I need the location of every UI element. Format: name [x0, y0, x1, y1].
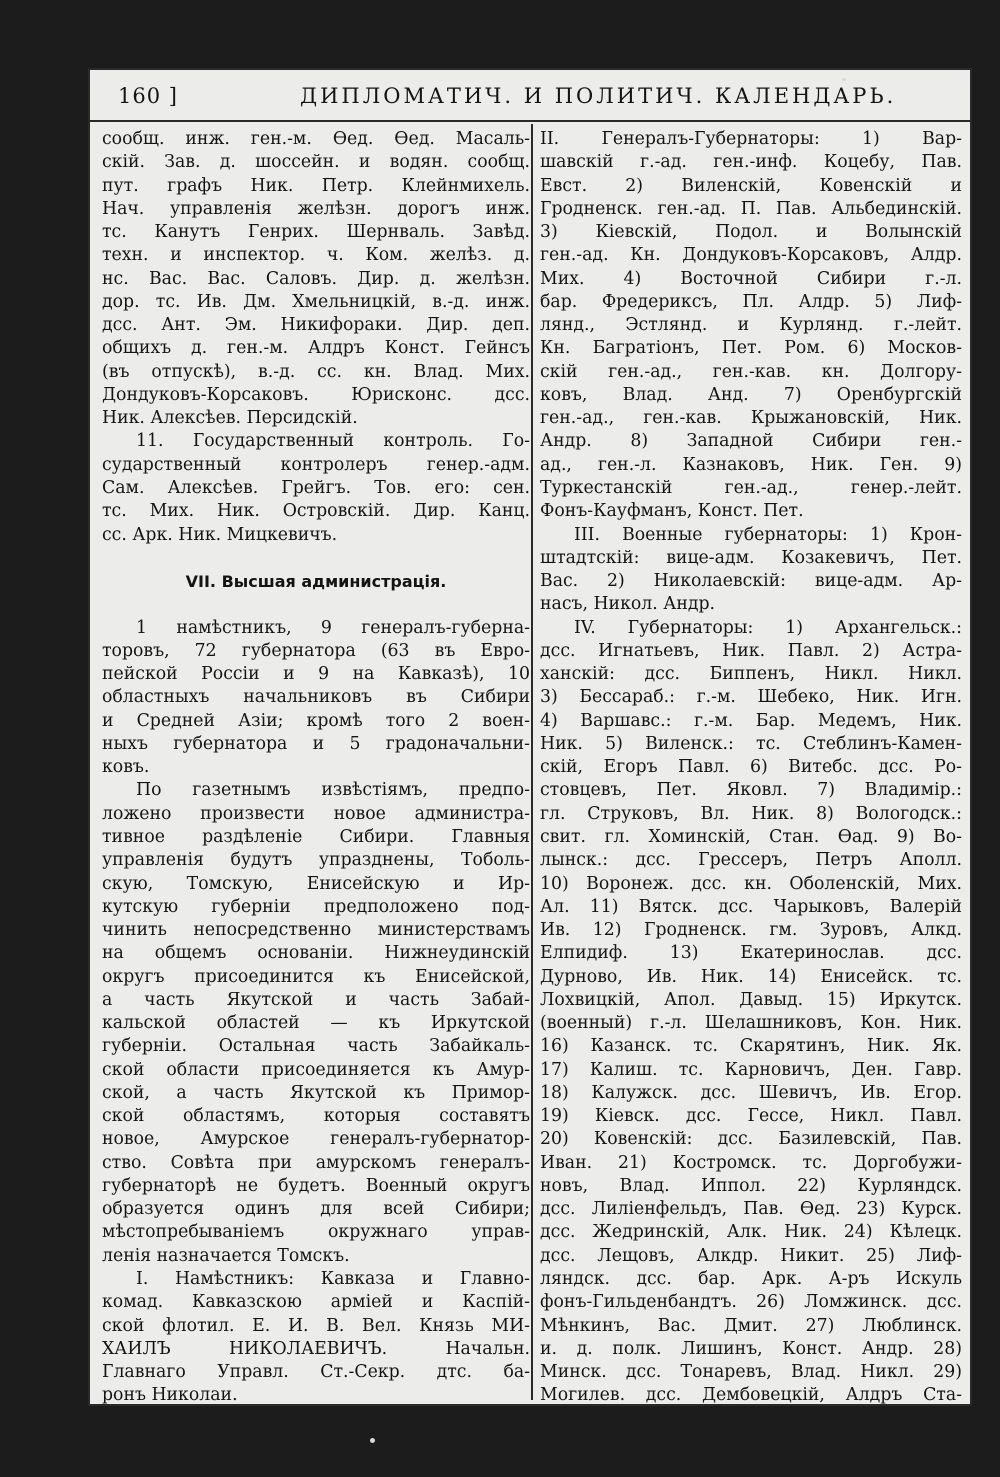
text-line: новъ, Влад. Иппол. 22) Курляндск.	[540, 1175, 962, 1196]
text-line: Елпидиф. 13) Екатеринослав. дсс.	[540, 943, 962, 964]
text-line: комад. Кавказскою арміей и Каспій-	[102, 1292, 530, 1313]
text-line: Евст. 2) Виленскій, Ковенскій и	[540, 175, 962, 196]
text-line: мѣстопребываніемъ окружнаго управ-	[102, 1222, 530, 1243]
text-line: областныхъ начальниковъ въ Сибири	[102, 687, 530, 708]
text-line: ляндск. дсс. бар. Арк. А-ръ Искуль	[540, 1269, 962, 1290]
text-line: Ник. 5) Виленск.: тс. Стеблинъ-Камен-	[540, 733, 962, 754]
text-line: округъ присоединится къ Енисейской,	[102, 966, 530, 987]
running-title: ДИПЛОМАТИЧ. И ПОЛИТИЧ. КАЛЕНДАРЬ.	[300, 84, 897, 108]
text-line: ген.-ад., ген.-кав. Крыжановскій, Ник.	[540, 408, 962, 429]
text-line: нс. Вас. Вас. Саловъ. Дир. д. желѣзн.	[102, 268, 530, 289]
text-line: техн. и инспектор. ч. Ком. желѣз. д.	[102, 245, 530, 266]
text-line: скую, Томскую, Енисейскую и Ир-	[102, 873, 530, 894]
text-line: Дондуковъ-Корсаковъ. Юрисконс. дсс.	[102, 384, 530, 405]
text-line: Мих. 4) Восточной Сибири г.-л.	[540, 268, 962, 289]
text-line: Вас. 2) Николаевскій: вице-адм. Ар-	[540, 571, 962, 592]
text-line: ской флотил. Е. И. В. Вел. Князь МИ-	[102, 1315, 530, 1336]
text-line: пейской Россіи и 9 на Кавказѣ), 10	[102, 664, 530, 685]
text-line: 10) Воронеж. дсс. кн. Оболенскій, Мих.	[540, 873, 962, 894]
section-heading: VII. Высшая администрація.	[185, 572, 447, 592]
text-line: ронъ Николаи.	[102, 1385, 238, 1406]
text-line: Сам. Алексѣев. Грейгъ. Тов. его: сен.	[102, 477, 530, 498]
column-divider	[531, 124, 533, 1400]
blank-line	[102, 547, 530, 570]
page-number: 160 ]	[118, 84, 178, 108]
text-line: образуется одинъ для всей Сибири;	[102, 1199, 530, 1220]
text-line: насъ, Никол. Андр.	[540, 594, 716, 615]
text-line: кутскую губерніи предположено под-	[102, 896, 530, 917]
text-line: III. Военные губернаторы: 1) Крон-	[574, 524, 962, 545]
text-line: ХАИЛЪ НИКОЛАЕВИЧЪ. Начальн.	[102, 1338, 530, 1359]
text-line: Минск. дсс. Тонаревъ, Влад. Никл. 29)	[540, 1362, 962, 1383]
text-line: лянд., Эстлянд. и Курлянд. г.-лейт.	[540, 315, 962, 336]
text-line: кальской областей — къ Иркутской	[102, 1013, 530, 1034]
text-line: управленія будутъ упразднены, Тоболь-	[102, 850, 530, 871]
text-line: Могилев. дсс. Дембовецкій, Алдръ Ста-	[540, 1385, 962, 1406]
text-line: 16) Казанск. тс. Скарятинъ, Ник. Як.	[540, 1036, 962, 1057]
text-line: 17) Калиш. тс. Карновичъ, Ден. Гавр.	[540, 1059, 962, 1080]
book-page	[88, 68, 972, 1406]
text-line: дсс. Жедринскій, Алк. Ник. 24) Кѣлецк.	[540, 1222, 962, 1243]
text-line: сообщ. инж. ген.-м. Ѳед. Ѳед. Масаль-	[102, 129, 530, 149]
text-line: губерніи. Остальная часть Забайкаль-	[102, 1036, 530, 1057]
text-line: фонъ-Гильденбандтъ. 26) Ломжинск. дсс.	[540, 1292, 962, 1313]
text-line: скій ген.-ад., ген.-кав. кн. Долгору-	[540, 361, 962, 382]
text-line: ханскій: дсс. Биппенъ, Никл. Никл.	[540, 664, 962, 685]
text-line: тивное раздѣленіе Сибири. Главныя	[102, 826, 530, 847]
text-line: IV. Губернаторы: 1) Архангельск.:	[574, 617, 962, 638]
text-line: лынск.: дсс. Грессеръ, Петръ Аполл.	[540, 850, 962, 871]
text-line: ской, а часть Якутской къ Примор-	[102, 1082, 530, 1103]
text-line: II. Генералъ-Губернаторы: 1) Вар-	[540, 129, 962, 149]
text-line: 1 намѣстникъ, 9 генералъ-губерна-	[136, 617, 530, 638]
text-line: а часть Якутской и часть Забай-	[102, 989, 530, 1010]
text-line: дсс. Игнатьевъ, Ник. Павл. 2) Астра-	[540, 640, 962, 661]
text-line: скій. Зав. д. шоссейн. и водян. сообщ.	[102, 152, 530, 173]
text-line: чинить непосредственно министерствамъ	[102, 920, 530, 941]
text-line: 20) Ковенскій: дсс. Базилевскій, Пав.	[540, 1129, 962, 1150]
text-line: 18) Калужск. дсс. Шевичъ, Ив. Егор.	[540, 1082, 962, 1103]
text-line: Иван. 21) Костромск. тс. Доргобужи-	[540, 1152, 962, 1173]
text-line: дсс. Лиліенфельдъ, Пав. Ѳед. 23) Курск.	[540, 1199, 962, 1220]
text-line: Гродненск. ген.-ад. П. Пав. Альбединскій.	[540, 198, 962, 219]
text-line: Туркестанскій ген.-ад., генер.-лейт.	[540, 477, 962, 498]
text-line: ленія назначается Томскъ.	[102, 1245, 350, 1266]
text-line: Дурново, Ив. Ник. 14) Енисейск. тс.	[540, 966, 962, 987]
text-line: Ник. Алексѣев. Персидскій.	[102, 408, 358, 429]
text-line: (военный) г.-л. Шелашниковъ, Кон. Ник.	[540, 1013, 962, 1034]
text-line: Фонъ-Кауфманъ, Конст. Пет.	[540, 501, 804, 522]
left-column	[102, 128, 530, 1408]
text-line: ложено произвести новое администра-	[102, 803, 530, 824]
text-line: (въ отпускѣ), в.-д. сс. кн. Влад. Мих.	[102, 361, 530, 382]
text-line: шавскій г.-ад. ген.-инф. Коцебу, Пав.	[540, 152, 962, 173]
text-line: сударственный контролеръ генер.-адм.	[102, 454, 530, 475]
text-line: тс. Мих. Ник. Островскій. Дир. Канц.	[102, 501, 530, 522]
text-line: Ив. 12) Гродненск. гм. Зуровъ, Алкд.	[540, 920, 962, 941]
right-column	[540, 128, 962, 1408]
text-line: По газетнымъ извѣстіямъ, предпо-	[136, 780, 530, 801]
text-line: Главнаго Управл. Ст.-Секр. дтс. ба-	[102, 1362, 530, 1383]
text-line: бар. Фредериксъ, Пл. Алдр. 5) Лиф-	[540, 291, 962, 312]
text-line: пут. графъ Ник. Петр. Клейнмихель.	[102, 175, 530, 196]
text-line: 11. Государственный контроль. Го-	[136, 431, 530, 452]
text-line: ныхъ губернатора и 5 градоначальни-	[102, 733, 530, 754]
text-line: Кн. Багратіонъ, Пет. Ром. 6) Москов-	[540, 338, 962, 359]
text-line: торовъ, 72 губернатора (63 въ Евро-	[102, 640, 530, 661]
print-speck	[842, 78, 846, 81]
text-line: стовцевъ, Пет. Яковл. 7) Владимір.:	[540, 780, 962, 801]
text-line: новое, Амурское генералъ-губернатор-	[102, 1129, 530, 1150]
text-line: 19) Кіевск. дсс. Гессе, Никл. Павл.	[540, 1106, 962, 1127]
text-line: и. д. полк. Лишинъ, Конст. Андр. 28)	[540, 1338, 962, 1359]
text-line: Андр. 8) Западной Сибири ген.-	[540, 431, 962, 452]
text-line: ковъ.	[102, 757, 150, 778]
text-line: штадтскій: вице-адм. Козакевичъ, Пет.	[540, 547, 962, 568]
text-line: Мѣнкинъ, Вас. Дмит. 27) Люблинск.	[540, 1315, 962, 1336]
text-line: ген.-ад. Кн. Дондуковъ-Корсаковъ, Алдр.	[540, 245, 962, 266]
text-line: на общемъ основаніи. Нижнеудинскій	[102, 943, 530, 964]
text-line: ской областямъ, которыя составятъ	[102, 1106, 530, 1127]
blank-line	[102, 593, 530, 616]
text-line: тс. Канутъ Генрих. Шернваль. Завѣд.	[102, 222, 530, 243]
page-header	[90, 70, 970, 122]
text-line: дор. тс. Ив. Дм. Хмельницкій, в.-д. инж.	[102, 291, 530, 312]
text-line: гл. Струковъ, Вл. Ник. 8) Вологодск.:	[540, 803, 962, 824]
text-line: дсс. Лещовъ, Алкдр. Никит. 25) Лиф-	[540, 1245, 962, 1266]
text-line: Лохвицкій, Апол. Давыд. 15) Иркутск.	[540, 989, 962, 1010]
text-line: дсс. Ант. Эм. Никифораки. Дир. деп.	[102, 315, 530, 336]
text-line: Нач. управленія желѣзн. дорогъ инж.	[102, 198, 530, 219]
text-line: ство. Совѣта при амурскомъ генералъ-	[102, 1152, 530, 1173]
text-line: сс. Арк. Ник. Мицкевичъ.	[102, 524, 338, 545]
text-line: ад., ген.-л. Казнаковъ, Ник. Ген. 9)	[540, 454, 962, 475]
text-line: I. Намѣстникъ: Кавказа и Главно-	[136, 1269, 530, 1290]
text-line: ковъ, Влад. Анд. 7) Оренбургскій	[540, 384, 962, 405]
text-line: губернаторѣ не будетъ. Военный округъ	[102, 1175, 530, 1196]
text-line: свит. гл. Хоминскій, Стан. Ѳад. 9) Во-	[540, 826, 962, 847]
text-line: 3) Бессараб.: г.-м. Шебеко, Ник. Игн.	[540, 687, 962, 708]
text-line: 3) Кіевскій, Подол. и Волынскій	[540, 222, 962, 243]
text-line: Ал. 11) Вятск. дсс. Чарыковъ, Валерій	[540, 896, 962, 917]
text-line: скій, Егоръ Павл. 6) Витебс. дсс. Ро-	[540, 757, 962, 778]
text-line: общихъ д. ген.-м. Алдръ Конст. Гейнсъ	[102, 338, 530, 359]
text-line: ской области присоединяется къ Амур-	[102, 1059, 530, 1080]
text-line: и Средней Азіи; кромѣ того 2 воен-	[102, 710, 530, 731]
print-speck	[370, 1438, 375, 1443]
text-line: 4) Варшавс.: г.-м. Бар. Медемъ, Ник.	[540, 710, 962, 731]
